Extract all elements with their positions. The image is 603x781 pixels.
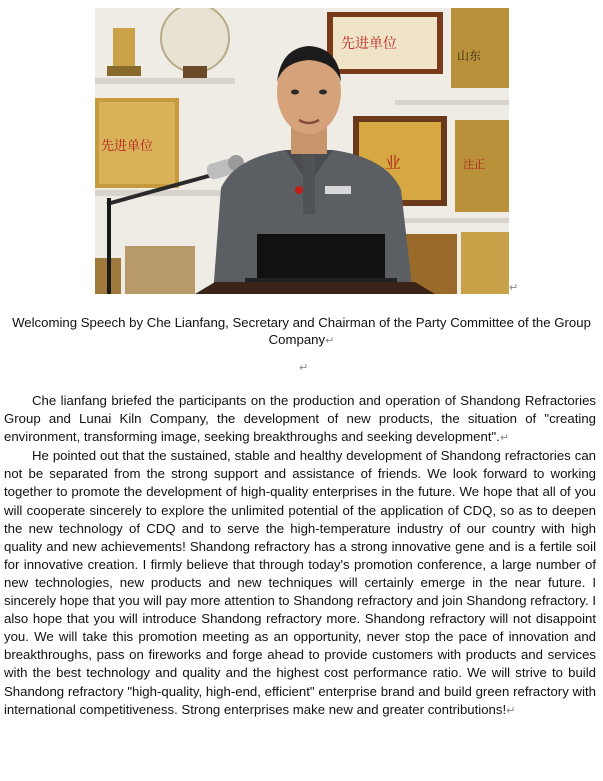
plaque-text-top: 先进单位 <box>341 36 397 52</box>
paragraph-mark: ↵ <box>299 362 309 374</box>
article-paragraph: He pointed out that the sustained, stable and healthy development of Shandong refractories can not be separated from the strong support and assistance of friends. We look forward to working together to promote the development of high-quality enterprises in the future. We hope that all of you will cooperate sincerely to explore the unlimited potential of the application of CDQ, so as to deepen the new technology of CDQ and to serve the high-temperature industry of our country with high quality and new achievements! Shandong refractory has a strong innovative gene and is a fertile soil for innovative creation. I firmly believe that through today's promotion conference, a large number of new technologies, new products and new techniques will certainly emerge in the near future. I sincerely hope that you will pay more attention to Shandong refractory and join Shandong refractory. I also hope that you will introduce Shandong refractory more. Shandong refractory will not disappoint you. We will take this promotion meeting as an opportunity, never stop the pace of innovation and breakthroughs, pass on fireworks and forge ahead to provide customers with products and services with the best technology and quality and the highest cost performance ratio. We will strive to build Shandong refractory "high-quality, high-end, efficient" enterprise brand and build green refractory with international competitiveness. Strong enterprises make new and greater contributions!↵ <box>4 448 596 717</box>
paragraph-mark: ↵ <box>499 432 510 445</box>
paragraph-mark: ↵ <box>325 335 335 347</box>
photo-caption <box>4 314 599 350</box>
plaque-text-far-right: 山东 <box>457 49 482 63</box>
paragraph-mark: ↵ <box>509 282 519 294</box>
paragraph-mark: ↵ <box>506 704 516 717</box>
plaque-text-lower-right: 注正 <box>463 158 485 171</box>
article-paragraph: Che lianfang briefed the participants on the production and operation of Shandong Refractories Group and Lunai Kiln Company, the development of new products, the situation of "creating environment, transforming image, seeking breakthroughs and seeking development".↵ <box>4 393 596 445</box>
speaker-photo <box>95 8 509 294</box>
plaque-text-left: 先进单位 <box>101 139 154 154</box>
article-body <box>4 392 596 720</box>
plaque-text-right: 业 <box>385 153 402 172</box>
caption-text: Welcoming Speech by Che Lianfang, Secretary and Chairman of the Party Committee of the Group Company <box>12 315 591 347</box>
